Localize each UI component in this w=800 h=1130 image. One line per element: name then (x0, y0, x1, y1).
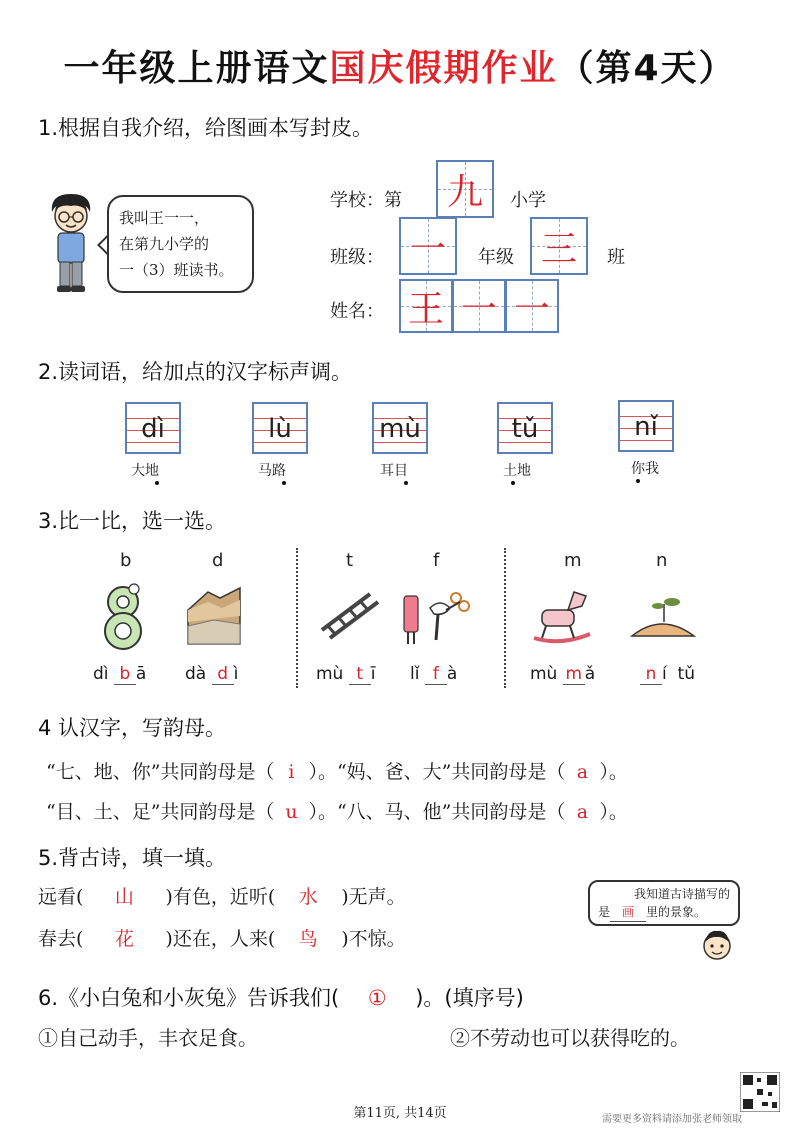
rocking-horse-icon (528, 588, 594, 646)
q3-heading: 3.比一比，选一选。 (38, 509, 227, 533)
q5-heading: 5.背古诗，填一填。 (38, 846, 227, 870)
answer-blank[interactable]: d (212, 664, 234, 685)
answer-blank[interactable]: a (576, 761, 589, 783)
figure-eight-icon (98, 582, 148, 652)
class-label: 班级： (330, 247, 384, 268)
word: 你我 (631, 461, 659, 477)
ground-icon (186, 586, 242, 646)
answer-blank[interactable]: ① (367, 986, 387, 1010)
class-answer: 三 (540, 228, 577, 270)
pinyin-choice: lǐ f à (410, 664, 458, 684)
class-answer-grid[interactable] (530, 217, 588, 275)
poem-speech-bubble (588, 880, 740, 926)
answer-blank[interactable]: i (288, 761, 295, 783)
answer-blank[interactable]: n (640, 664, 662, 685)
name-char: 王 (407, 288, 444, 330)
pinyin-box[interactable] (372, 402, 428, 454)
emphasis-dot (282, 481, 286, 485)
answer-blank[interactable]: a (576, 801, 589, 823)
pinyin-choice: n í tǔ (640, 664, 695, 685)
bubble-line: 我知道古诗描写的 (633, 887, 730, 901)
q6-heading: 6.《小白兔和小灰兔》告诉我们( ① )。(填序号) (38, 986, 524, 1010)
q4-line1: “七、地、你”共同韵母是（ i ）。“妈、爸、大”共同韵母是（ a ）。 (46, 761, 628, 783)
name-label: 姓名： (330, 301, 384, 322)
pinyin-text: nǐ (634, 412, 658, 442)
option-1: ①自己动手，丰衣足食。 (38, 1026, 258, 1050)
bubble-line: 一（3）班读书。 (119, 261, 234, 279)
answer-blank[interactable]: 画 (610, 903, 646, 922)
answer-blank[interactable]: 鸟 (298, 928, 318, 950)
pinyin-text: lù (268, 414, 292, 444)
letter-b: b (120, 550, 132, 571)
ladder-icon (318, 590, 382, 642)
q4-heading: 4 认汉字，写韵母。 (38, 716, 227, 740)
answer-blank[interactable]: t (349, 664, 371, 685)
name-char: 一 (513, 288, 550, 330)
q2-heading: 2.读词语，给加点的汉字标声调。 (38, 360, 353, 384)
answer-blank[interactable]: m (563, 664, 585, 685)
pinyin-choice: mù t ī (316, 664, 376, 684)
pinyin-choice: mù m ǎ (530, 664, 596, 684)
word: 耳目 (380, 463, 408, 479)
poem-line1: 远看( 山 )有色，近听( 水 )无声。 (38, 882, 406, 909)
pinyin-box[interactable] (252, 402, 308, 454)
emphasis-dot (155, 481, 159, 485)
intro-speech-bubble (107, 195, 254, 293)
child-face-icon (700, 928, 734, 962)
divider (296, 548, 298, 688)
letter-m: m (564, 550, 582, 571)
poem-line2: 春去( 花 )还在，人来( 鸟 )不惊。 (38, 924, 406, 951)
letter-f: f (433, 550, 440, 571)
bubble-line: 我叫王一一， (119, 209, 210, 227)
bubble-line: 是 画 里的景象。 (598, 903, 730, 922)
class-suffix: 班 (607, 247, 625, 268)
emphasis-dot (404, 481, 408, 485)
word: 大地 (131, 463, 159, 479)
letter-d: d (212, 550, 224, 571)
soil-icon (628, 594, 698, 642)
letter-t: t (346, 550, 354, 571)
grade-label: 年级 (478, 247, 514, 268)
pinyin-choice: dà d ì (185, 664, 239, 684)
page-number: 第11页, 共14页 (353, 1106, 447, 1121)
boy-icon (38, 190, 104, 298)
answer-blank[interactable]: 花 (114, 928, 134, 950)
divider (504, 548, 506, 688)
pinyin-box[interactable] (497, 402, 553, 454)
name-answer-grid[interactable] (452, 279, 506, 333)
emphasis-dot (636, 479, 640, 483)
emphasis-dot (511, 481, 515, 485)
answer-blank[interactable]: 山 (114, 886, 134, 908)
pinyin-text: dì (141, 414, 165, 444)
pinyin-choice: dì b ā (93, 664, 147, 684)
bubble-line: 在第九小学的 (119, 235, 210, 253)
grade-answer: 一 (409, 228, 446, 270)
name-answer-grid[interactable] (505, 279, 559, 333)
grade-answer-grid[interactable] (399, 217, 457, 275)
school-suffix: 小学 (510, 190, 546, 211)
answer-blank[interactable]: u (285, 801, 298, 823)
answer-blank[interactable]: 水 (298, 886, 318, 908)
school-label: 学校：第 (330, 190, 402, 211)
school-answer: 九 (446, 171, 483, 213)
pinyin-box[interactable] (125, 402, 181, 454)
answer-blank[interactable]: b (114, 664, 136, 685)
school-answer-grid[interactable] (436, 160, 494, 218)
q4-line2: “目、土、足”共同韵母是（ u ）。“八、马、他”共同韵母是（ a ）。 (46, 801, 628, 823)
pinyin-text: mù (379, 414, 421, 444)
word: 土地 (503, 463, 531, 479)
page-title: 一年级上册语文国庆假期作业（第4天） (63, 48, 737, 89)
pinyin-text: tǔ (511, 414, 539, 444)
haircut-tools-icon (400, 588, 470, 648)
watermark-text: 需要更多资料请添加张老师领取 (602, 1114, 742, 1125)
q1-heading: 1.根据自我介绍，给图画本写封皮。 (38, 116, 374, 140)
option-2: ②不劳动也可以获得吃的。 (450, 1026, 690, 1050)
answer-blank[interactable]: f (425, 664, 447, 685)
word: 马路 (258, 463, 286, 479)
pinyin-box[interactable] (618, 400, 674, 452)
name-char: 一 (460, 288, 497, 330)
letter-n: n (656, 550, 668, 571)
name-answer-grid[interactable] (399, 279, 453, 333)
